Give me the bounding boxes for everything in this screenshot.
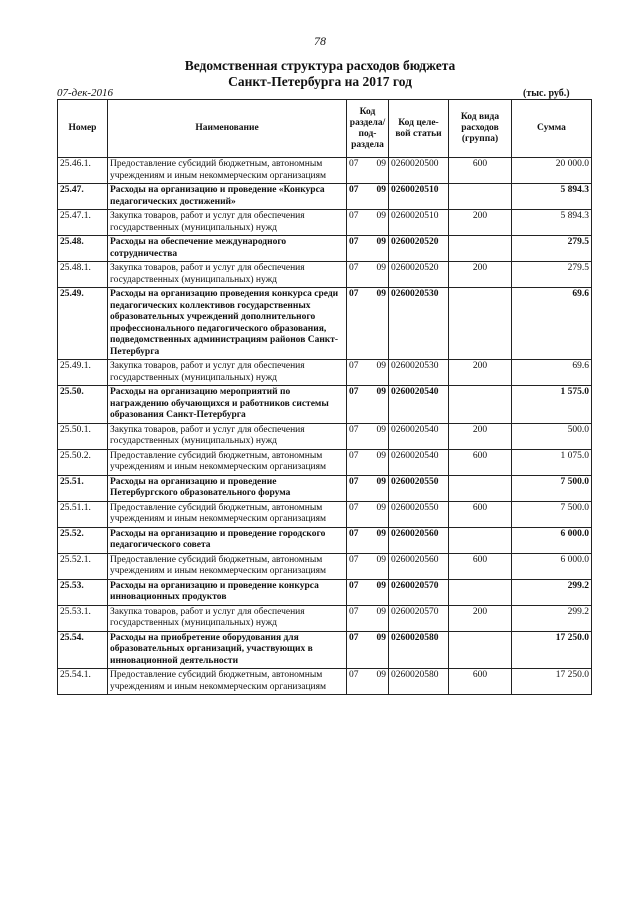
row-name: Предоставление субсидий бюджетным, автономным учреждениям и иным некоммерческим организациям (108, 669, 347, 695)
row-sum: 1 075.0 (512, 449, 592, 475)
subsection-code: 09 (376, 476, 386, 487)
row-expense-group (449, 631, 512, 669)
row-sum: 299.2 (512, 579, 592, 605)
row-article-code: 0260020540 (389, 386, 449, 424)
section-code: 07 (349, 211, 359, 221)
row-article-code: 0260020510 (389, 184, 449, 210)
row-article-code: 0260020560 (389, 553, 449, 579)
table-row (58, 262, 592, 288)
row-sum: 279.5 (512, 236, 592, 262)
row-name: Закупка товаров, работ и услуг для обеспечения государственных (муниципальных) нужд (108, 360, 347, 386)
section-code: 07 (349, 263, 359, 273)
row-name: Расходы на организацию и проведение Петербургского образовательного форума (108, 475, 347, 501)
subsection-code: 09 (376, 361, 386, 371)
row-article-code: 0260020560 (389, 527, 449, 553)
row-article-code: 0260020520 (389, 262, 449, 288)
table-row (58, 449, 592, 475)
table-row (58, 579, 592, 605)
subsection-code: 09 (376, 502, 386, 513)
budget-table (57, 99, 592, 695)
row-section-code (347, 605, 389, 631)
subsection-code: 09 (376, 424, 386, 435)
row-expense-group: 200 (449, 210, 512, 236)
row-expense-group: 600 (449, 501, 512, 527)
row-article-code: 0260020540 (389, 423, 449, 449)
row-sum: 6 000.0 (512, 527, 592, 553)
row-name: Расходы на организацию и проведение городского педагогического совета (108, 527, 347, 553)
subsection-code: 09 (376, 289, 386, 299)
row-sum: 69.6 (512, 360, 592, 386)
row-expense-group: 200 (449, 262, 512, 288)
row-section-code (347, 158, 389, 184)
section-code: 07 (349, 580, 359, 591)
header-name: Наименование (108, 100, 347, 158)
row-article-code: 0260020580 (389, 669, 449, 695)
subsection-code: 09 (376, 185, 386, 195)
row-number: 25.53.1. (58, 605, 108, 631)
table-row (58, 553, 592, 579)
subsection-code: 09 (376, 263, 386, 273)
section-code: 07 (349, 185, 359, 195)
header-number: Номер (58, 100, 108, 158)
row-section-code (347, 423, 389, 449)
subsection-code: 09 (376, 606, 386, 617)
row-number: 25.50.2. (58, 449, 108, 475)
row-sum: 1 575.0 (512, 386, 592, 424)
row-name: Закупка товаров, работ и услуг для обеспечения государственных (муниципальных) нужд (108, 262, 347, 288)
document-title (0, 58, 640, 90)
row-number: 25.47.1. (58, 210, 108, 236)
row-number: 25.47. (58, 184, 108, 210)
row-name: Предоставление субсидий бюджетным, автономным учреждениям и иным некоммерческим организациям (108, 501, 347, 527)
section-code: 07 (349, 361, 359, 371)
section-code: 07 (349, 528, 359, 539)
table-row (58, 236, 592, 262)
row-expense-group (449, 475, 512, 501)
row-name: Предоставление субсидий бюджетным, автономным учреждениям и иным некоммерческим организациям (108, 158, 347, 184)
row-name: Закупка товаров, работ и услуг для обеспечения государственных (муниципальных) нужд (108, 423, 347, 449)
row-sum: 299.2 (512, 605, 592, 631)
row-number: 25.49. (58, 288, 108, 360)
row-number: 25.51.1. (58, 501, 108, 527)
row-number: 25.48. (58, 236, 108, 262)
row-article-code: 0260020510 (389, 210, 449, 236)
row-name: Расходы на обеспечение международного сотрудничества (108, 236, 347, 262)
section-code: 07 (349, 632, 359, 643)
table-row (58, 288, 592, 360)
title-line-2: Санкт-Петербурга на 2017 год (228, 74, 412, 89)
subsection-code: 09 (376, 632, 386, 643)
subsection-code: 09 (376, 450, 386, 461)
row-article-code: 0260020570 (389, 605, 449, 631)
row-section-code (347, 288, 389, 360)
row-number: 25.51. (58, 475, 108, 501)
subsection-code: 09 (376, 580, 386, 591)
row-section-code (347, 210, 389, 236)
subsection-code: 09 (376, 237, 386, 247)
row-expense-group: 600 (449, 553, 512, 579)
row-section-code (347, 501, 389, 527)
row-section-code (347, 475, 389, 501)
section-code: 07 (349, 502, 359, 513)
row-sum: 5 894.3 (512, 184, 592, 210)
row-expense-group (449, 236, 512, 262)
row-article-code: 0260020570 (389, 579, 449, 605)
header-article-code: Код целе- вой статьи (389, 100, 449, 158)
section-code: 07 (349, 387, 359, 397)
table-header-row (58, 100, 592, 158)
table-row (58, 423, 592, 449)
row-section-code (347, 449, 389, 475)
row-sum: 6 000.0 (512, 553, 592, 579)
section-code: 07 (349, 670, 359, 680)
row-section-code (347, 527, 389, 553)
subsection-code: 09 (376, 554, 386, 565)
row-number: 25.54. (58, 631, 108, 669)
section-code: 07 (349, 554, 359, 565)
row-number: 25.50.1. (58, 423, 108, 449)
section-code: 07 (349, 289, 359, 299)
row-expense-group: 600 (449, 669, 512, 695)
row-sum: 20 000.0 (512, 158, 592, 184)
row-name: Расходы на организацию и проведение «Конкурса педагогических достижений» (108, 184, 347, 210)
row-name: Закупка товаров, работ и услуг для обеспечения государственных (муниципальных) нужд (108, 605, 347, 631)
table-row (58, 210, 592, 236)
table-row (58, 158, 592, 184)
row-name: Закупка товаров, работ и услуг для обеспечения государственных (муниципальных) нужд (108, 210, 347, 236)
row-expense-group (449, 527, 512, 553)
row-section-code (347, 236, 389, 262)
row-expense-group: 600 (449, 158, 512, 184)
row-expense-group: 200 (449, 423, 512, 449)
row-expense-group: 600 (449, 449, 512, 475)
row-article-code: 0260020530 (389, 360, 449, 386)
table-row (58, 360, 592, 386)
section-code: 07 (349, 476, 359, 487)
row-expense-group: 200 (449, 360, 512, 386)
document-date: 07-дек-2016 (57, 87, 114, 99)
row-name: Предоставление субсидий бюджетным, автономным учреждениям и иным некоммерческим организациям (108, 449, 347, 475)
row-sum: 5 894.3 (512, 210, 592, 236)
row-number: 25.46.1. (58, 158, 108, 184)
subsection-code: 09 (376, 670, 386, 680)
row-section-code (347, 553, 389, 579)
row-expense-group (449, 184, 512, 210)
row-section-code (347, 386, 389, 424)
row-number: 25.52.1. (58, 553, 108, 579)
row-sum: 69.6 (512, 288, 592, 360)
header-sum: Сумма (512, 100, 592, 158)
table-row (58, 527, 592, 553)
section-code: 07 (349, 450, 359, 461)
row-number: 25.53. (58, 579, 108, 605)
row-section-code (347, 184, 389, 210)
subsection-code: 09 (376, 159, 386, 169)
row-sum: 500.0 (512, 423, 592, 449)
row-article-code: 0260020580 (389, 631, 449, 669)
row-sum: 7 500.0 (512, 501, 592, 527)
row-number: 25.48.1. (58, 262, 108, 288)
table-row (58, 501, 592, 527)
row-sum: 17 250.0 (512, 631, 592, 669)
row-expense-group (449, 386, 512, 424)
section-code: 07 (349, 424, 359, 435)
row-article-code: 0260020500 (389, 158, 449, 184)
row-number: 25.52. (58, 527, 108, 553)
row-number: 25.49.1. (58, 360, 108, 386)
row-section-code (347, 631, 389, 669)
row-number: 25.50. (58, 386, 108, 424)
row-name: Расходы на организацию мероприятий по награждению обучающихся и работников системы образования Санкт-Петербурга (108, 386, 347, 424)
row-sum: 279.5 (512, 262, 592, 288)
row-name: Расходы на организацию и проведение конкурса инновационных продуктов (108, 579, 347, 605)
table-row (58, 386, 592, 424)
row-sum: 7 500.0 (512, 475, 592, 501)
table-row (58, 475, 592, 501)
row-article-code: 0260020530 (389, 288, 449, 360)
row-section-code (347, 579, 389, 605)
header-expense-group: Код вида расходов (группа) (449, 100, 512, 158)
row-name: Предоставление субсидий бюджетным, автономным учреждениям и иным некоммерческим организациям (108, 553, 347, 579)
row-article-code: 0260020550 (389, 475, 449, 501)
row-number: 25.54.1. (58, 669, 108, 695)
section-code: 07 (349, 159, 359, 169)
table-row (58, 184, 592, 210)
table-row (58, 631, 592, 669)
row-article-code: 0260020540 (389, 449, 449, 475)
row-sum: 17 250.0 (512, 669, 592, 695)
table-body (58, 158, 592, 695)
title-line-1: Ведомственная структура расходов бюджета (184, 58, 456, 73)
row-article-code: 0260020550 (389, 501, 449, 527)
row-name: Расходы на организацию проведения конкурса среди педагогических коллективов государственных образовательных учреждений дополнительного профессионального педагогического образования, подведомственных администрациям районов Санкт-Петербурга (108, 288, 347, 360)
row-section-code (347, 360, 389, 386)
header-section-code: Код раздела/ под- раздела (347, 100, 389, 158)
page-number: 78 (314, 34, 326, 48)
subsection-code: 09 (376, 387, 386, 397)
row-expense-group: 200 (449, 605, 512, 631)
row-section-code (347, 669, 389, 695)
subsection-code: 09 (376, 211, 386, 221)
units-label: (тыс. руб.) (523, 88, 570, 99)
section-code: 07 (349, 237, 359, 247)
row-expense-group (449, 579, 512, 605)
table-row (58, 669, 592, 695)
row-article-code: 0260020520 (389, 236, 449, 262)
subsection-code: 09 (376, 528, 386, 539)
row-name: Расходы на приобретение оборудования для образовательных организаций, участвующих в инновационной деятельности (108, 631, 347, 669)
table-row (58, 605, 592, 631)
section-code: 07 (349, 606, 359, 617)
row-expense-group (449, 288, 512, 360)
row-section-code (347, 262, 389, 288)
